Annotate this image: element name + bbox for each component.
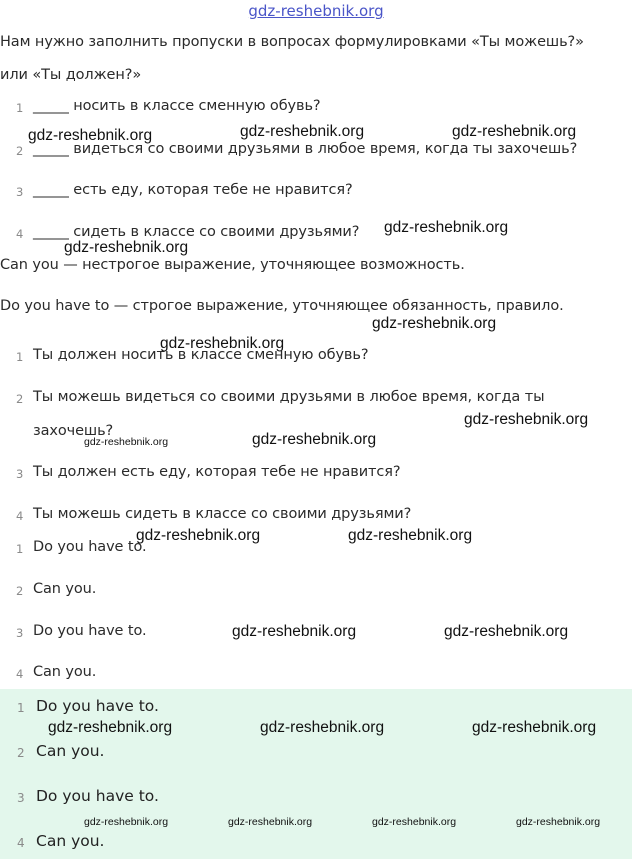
- translation-number: 1: [16, 350, 24, 364]
- exercise-item: _____ есть еду, которая тебе не нравится?: [33, 182, 353, 198]
- answer-item: Do you have to.: [33, 623, 147, 639]
- watermark-text: gdz-reshebnik.org: [452, 123, 577, 140]
- note-can-you: Can you — нестрогое выражение, уточняющее возможность.: [0, 257, 465, 273]
- answer-number: 2: [16, 584, 24, 598]
- watermark-text: gdz-reshebnik.org: [136, 527, 261, 544]
- watermark-text: gdz-reshebnik.org: [64, 239, 189, 256]
- exercise-item: _____ носить в классе сменную обувь?: [33, 98, 321, 114]
- watermark-text: gdz-reshebnik.org: [28, 127, 153, 144]
- translation-item-continued: захочешь?: [33, 423, 114, 439]
- answer-item: Can you.: [33, 664, 97, 680]
- watermark-text: gdz-reshebnik.org: [160, 335, 285, 352]
- exercise-number: 4: [16, 227, 24, 241]
- translation-item: Ты можешь сидеть в классе со своими друзьями?: [33, 506, 412, 522]
- answer-item: Can you.: [33, 581, 97, 597]
- watermark-text: gdz-reshebnik.org: [228, 816, 313, 828]
- translation-item: Ты должен есть еду, которая тебе не нравится?: [33, 464, 401, 480]
- answer-number: 1: [16, 542, 24, 556]
- translation-item: Ты должен носить в классе сменную обувь?: [33, 347, 369, 363]
- answer-item: Do you have to.: [33, 539, 147, 555]
- watermark-text: gdz-reshebnik.org: [472, 719, 597, 736]
- watermark-text: gdz-reshebnik.org: [516, 816, 601, 828]
- final-answer-item: Do you have to.: [36, 697, 159, 715]
- final-answer-number: 3: [17, 791, 25, 805]
- translation-number: 2: [16, 392, 24, 406]
- translation-number: 4: [16, 509, 24, 523]
- exercise-item: _____ видеться со своими друзьями в любое время, когда ты захочешь?: [33, 141, 578, 157]
- watermark-text: gdz-reshebnik.org: [48, 719, 173, 736]
- intro-line-1: Нам нужно заполнить пропуски в вопросах формулировками «Ты можешь?»: [0, 34, 584, 50]
- exercise-number: 3: [16, 185, 24, 199]
- final-answer-item: Can you.: [36, 832, 105, 850]
- final-answer-item: Do you have to.: [36, 787, 159, 805]
- header-watermark-link[interactable]: gdz-reshebnik.org: [248, 2, 384, 20]
- watermark-text: gdz-reshebnik.org: [232, 623, 357, 640]
- watermark-text: gdz-reshebnik.org: [372, 816, 457, 828]
- translation-item: Ты можешь видеться со своими друзьями в любое время, когда ты: [33, 389, 545, 405]
- final-answer-number: 1: [17, 701, 25, 715]
- exercise-number: 2: [16, 144, 24, 158]
- watermark-text: gdz-reshebnik.org: [444, 623, 569, 640]
- watermark-text: gdz-reshebnik.org: [348, 527, 473, 544]
- watermark-text: gdz-reshebnik.org: [464, 411, 589, 428]
- watermark-text: gdz-reshebnik.org: [252, 431, 377, 448]
- final-answer-item: Can you.: [36, 742, 105, 760]
- watermark-text: gdz-reshebnik.org: [372, 315, 497, 332]
- intro-line-2: или «Ты должен?»: [0, 67, 142, 83]
- watermark-text: gdz-reshebnik.org: [84, 816, 169, 828]
- answer-number: 4: [16, 667, 24, 681]
- watermark-text: gdz-reshebnik.org: [384, 219, 509, 236]
- final-answer-number: 4: [17, 836, 25, 850]
- exercise-item: _____ сидеть в классе со своими друзьями?: [33, 224, 360, 240]
- translation-number: 3: [16, 467, 24, 481]
- note-do-you-have-to: Do you have to — строгое выражение, уточняющее обязанность, правило.: [0, 298, 564, 314]
- watermark-text: gdz-reshebnik.org: [260, 719, 385, 736]
- watermark-text: gdz-reshebnik.org: [240, 123, 365, 140]
- answer-number: 3: [16, 626, 24, 640]
- exercise-number: 1: [16, 101, 24, 115]
- watermark-text: gdz-reshebnik.org: [84, 436, 169, 448]
- final-answer-number: 2: [17, 746, 25, 760]
